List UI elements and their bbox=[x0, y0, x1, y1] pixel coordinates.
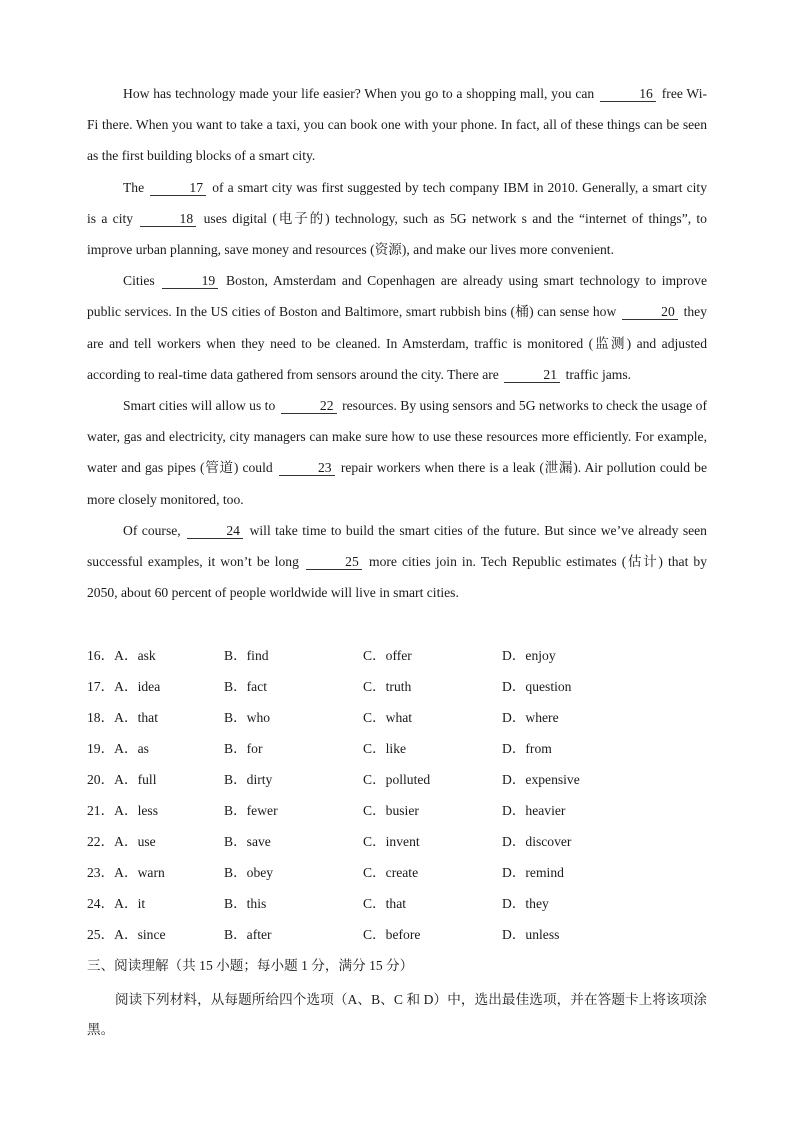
blank-24: 24 bbox=[187, 523, 243, 539]
option-a: 22．A．use bbox=[87, 834, 156, 850]
option-a: 24．A．it bbox=[87, 896, 146, 912]
text: will take time to build the smart cities of the future. But since we’ve already seen successful examples, it won’t be long bbox=[87, 522, 707, 570]
option-a: 25．A．since bbox=[87, 927, 166, 943]
section-instruction: 阅读下列材料，从每题所给四个选项（A、B、C 和 D）中，选出最佳选项，并在答题卡上将该项涂黑。 bbox=[87, 992, 707, 1037]
blank-19: 19 bbox=[162, 273, 218, 289]
question-row bbox=[87, 700, 707, 731]
option-d: D．unless bbox=[502, 927, 560, 943]
option-d: D．from bbox=[502, 740, 552, 756]
option-b: B．fewer bbox=[224, 803, 278, 819]
text: Of course, bbox=[123, 522, 181, 538]
question-row bbox=[87, 887, 707, 918]
option-a: 16．A．ask bbox=[87, 647, 156, 663]
section-heading: 三、阅读理解（共 15 小题；每小题 1 分，满分 15 分） bbox=[87, 958, 414, 973]
option-a: 23．A．warn bbox=[87, 865, 165, 881]
paragraph-3 bbox=[87, 265, 707, 390]
blank-20: 20 bbox=[622, 304, 678, 320]
option-a: 21．A．less bbox=[87, 803, 158, 819]
option-b: B．save bbox=[224, 834, 271, 850]
option-d: D．discover bbox=[502, 834, 572, 850]
option-b: B．this bbox=[224, 896, 267, 912]
option-b: B．who bbox=[224, 709, 271, 725]
option-c: C．invent bbox=[363, 834, 420, 850]
option-d: D．remind bbox=[502, 865, 564, 881]
text: traffic jams. bbox=[565, 366, 632, 382]
option-c: C．create bbox=[363, 865, 419, 881]
option-c: C．truth bbox=[363, 678, 412, 694]
text: resources. By using sensors and 5G networks to check the usage of water, gas and electricity, city managers can make sure how to use these resources more efficiently. For example, water and gas pipes (管道) could bbox=[87, 398, 707, 476]
blank-18: 18 bbox=[140, 211, 196, 227]
option-c: C．offer bbox=[363, 647, 412, 663]
paragraph-1 bbox=[87, 78, 707, 172]
option-c: C．what bbox=[363, 709, 413, 725]
option-d: D．heavier bbox=[502, 803, 566, 819]
option-a: 18．A．that bbox=[87, 709, 158, 725]
option-c: C．that bbox=[363, 896, 407, 912]
option-a: 20．A．full bbox=[87, 771, 157, 787]
option-d: D．expensive bbox=[502, 771, 580, 787]
option-a: 17．A．idea bbox=[87, 678, 161, 694]
question-row bbox=[87, 762, 707, 793]
question-row bbox=[87, 825, 707, 856]
cloze-passage bbox=[87, 78, 707, 608]
blank-23: 23 bbox=[279, 460, 335, 476]
question-row bbox=[87, 856, 707, 887]
option-b: B．find bbox=[224, 647, 269, 663]
text: they are and tell workers when they need to be cleaned. In Amsterdam, traffic is monitored (监测) and adjusted according to real-time data gathered from sensors around the city. There are bbox=[87, 304, 707, 382]
blank-25: 25 bbox=[306, 554, 362, 570]
option-b: B．dirty bbox=[224, 771, 273, 787]
option-d: D．they bbox=[502, 896, 549, 912]
blank-22: 22 bbox=[281, 398, 337, 414]
option-b: B．obey bbox=[224, 865, 274, 881]
text: Boston, Amsterdam and Copenhagen are already using smart technology to improve public services. In the US cities of Boston and Baltimore, smart rubbish bins (桶) can sense how bbox=[87, 273, 708, 320]
question-row bbox=[87, 918, 707, 949]
option-d: D．where bbox=[502, 709, 559, 725]
text: uses digital (电子的) technology, such as 5G network s and the “internet of things”, to improve urban planning, save money and resources (资源), and make our lives more convenient. bbox=[87, 210, 707, 258]
text: The bbox=[123, 179, 145, 195]
question-row bbox=[87, 638, 707, 669]
text: Cities bbox=[123, 273, 155, 289]
option-c: C．before bbox=[363, 927, 421, 943]
text: of a smart city was first suggested by tech company IBM in 2010. Generally, a smart city is a city bbox=[87, 179, 707, 226]
option-b: B．for bbox=[224, 740, 263, 756]
option-c: C．like bbox=[363, 740, 407, 756]
text: Smart cities will allow us to bbox=[123, 398, 276, 414]
paragraph-5 bbox=[87, 515, 707, 609]
question-row bbox=[87, 793, 707, 824]
reading-section bbox=[87, 953, 707, 1045]
answer-options bbox=[87, 638, 707, 949]
question-row bbox=[87, 669, 707, 700]
option-b: B．after bbox=[224, 927, 272, 943]
paragraph-2 bbox=[87, 172, 707, 266]
blank-17: 17 bbox=[150, 180, 206, 196]
option-b: B．fact bbox=[224, 678, 268, 694]
blank-21: 21 bbox=[504, 367, 560, 383]
text: more cities join in. Tech Republic estimates (估计) that by 2050, about 60 percent of people worldwide will live in smart cities. bbox=[87, 554, 707, 601]
option-d: D．enjoy bbox=[502, 647, 556, 663]
option-a: 19．A．as bbox=[87, 740, 149, 756]
text: How has technology made your life easier? When you go to a shopping mall, you can bbox=[123, 86, 595, 101]
text: repair workers when there is a leak (泄漏). Air pollution could be more closely monitored, too. bbox=[87, 460, 707, 507]
option-c: C．polluted bbox=[363, 771, 431, 787]
option-c: C．busier bbox=[363, 803, 419, 819]
question-row bbox=[87, 731, 707, 762]
paragraph-4 bbox=[87, 390, 707, 515]
blank-16: 16 bbox=[600, 86, 656, 102]
option-d: D．question bbox=[502, 678, 572, 694]
text: free Wi-Fi there. When you want to take a taxi, you can book one with your phone. In fact, all of these things can be seen as the first building blocks of a smart city. bbox=[87, 86, 708, 164]
